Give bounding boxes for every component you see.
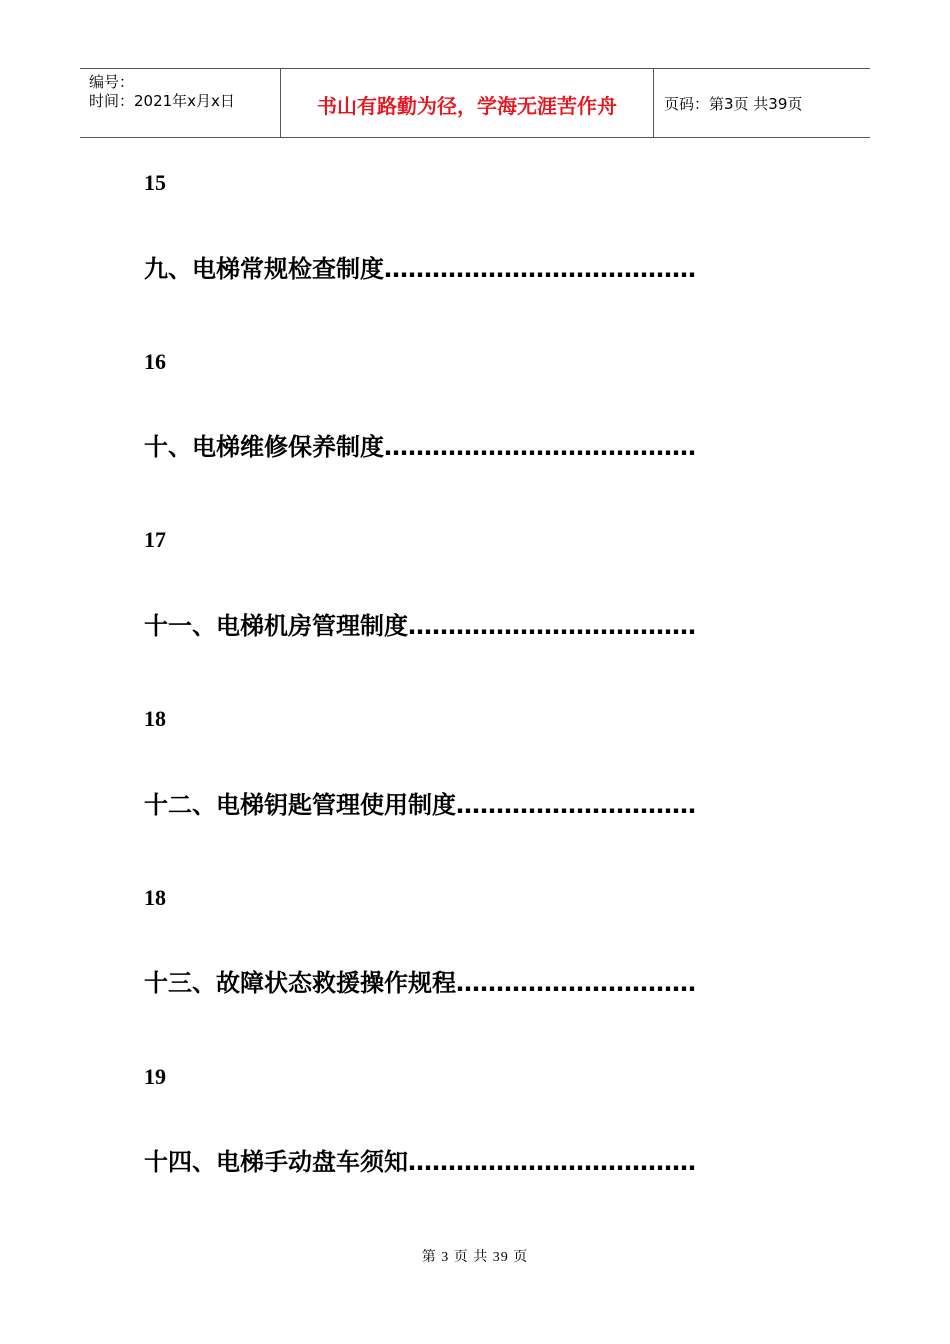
header-motto: 书山有路勤为径，学海无涯苦作舟 xyxy=(281,69,654,137)
document-number-label: 编号： xyxy=(89,73,135,91)
header-page-info: 页码：第3页 共39页 xyxy=(664,94,803,113)
toc-entry: 十三、故障状态救援操作规程………………………… xyxy=(144,969,696,997)
toc-page-number: 17 xyxy=(144,527,166,552)
toc-page-number: 15 xyxy=(144,170,166,195)
page-footer xyxy=(0,1246,950,1266)
toc-page-number: 18 xyxy=(144,885,166,910)
toc-entry: 十、电梯维修保养制度………………………………… xyxy=(144,433,696,461)
header-meta xyxy=(80,69,281,137)
toc-page-number: 19 xyxy=(144,1064,166,1089)
toc-entry: 十一、电梯机房管理制度……………………………… xyxy=(144,612,696,640)
footer-page-text: 第 3 页 共 39 页 xyxy=(421,1250,529,1265)
toc-entry: 十二、电梯钥匙管理使用制度………………………… xyxy=(144,791,696,819)
document-time-label: 时间：2021年x月x日 xyxy=(89,92,235,110)
toc-entry: 九、电梯常规检查制度………………………………… xyxy=(144,255,696,283)
page-header xyxy=(80,68,870,138)
toc-page-number: 16 xyxy=(144,349,166,374)
toc-page-number: 18 xyxy=(144,706,166,731)
toc-entry: 十四、电梯手动盘车须知……………………………… xyxy=(144,1148,696,1176)
